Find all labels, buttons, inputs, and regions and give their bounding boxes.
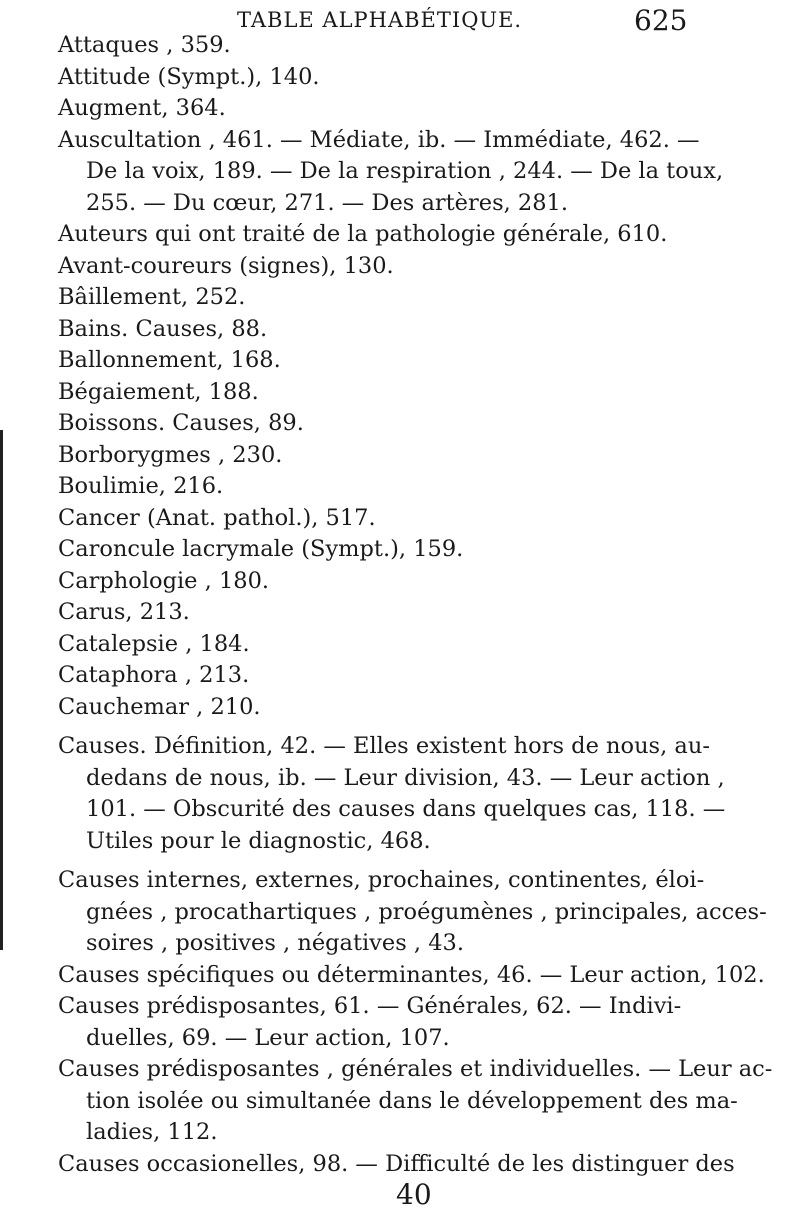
index-entry: Carus, 213. bbox=[58, 599, 190, 625]
index-entry: Avant-coureurs (signes), 130. bbox=[58, 252, 394, 279]
index-entry: Causes internes, externes, prochaines, continentes, éloi- bbox=[58, 867, 705, 893]
index-entry: Cancer (Anat. pathol.), 517. bbox=[58, 504, 376, 531]
page-number: 625 bbox=[634, 4, 688, 37]
index-entry-continuation: dedans de nous, ib. — Leur division, 43. — Leur action , bbox=[86, 764, 725, 791]
index-entry-continuation: 101. — Obscurité des causes dans quelques cas, 118. — bbox=[86, 796, 726, 822]
index-entry: Causes spécifiques ou déterminantes, 46. — Leur action, 102. bbox=[58, 961, 765, 988]
index-entry: Auscultation , 461. — Médiate, ib. — Immédiate, 462. — bbox=[58, 126, 700, 153]
index-entry: Caroncule lacrymale (Sympt.), 159. bbox=[58, 536, 464, 562]
index-entry: Carphologie , 180. bbox=[58, 567, 270, 594]
running-title: TABLE ALPHABÉTIQUE. bbox=[237, 8, 523, 32]
index-entry: Cauchemar , 210. bbox=[58, 693, 261, 720]
index-entry-continuation: De la voix, 189. — De la respiration , 244. — De la toux, bbox=[86, 158, 724, 184]
index-entry-continuation: tion isolée ou simultanée dans le développement des ma- bbox=[86, 1087, 738, 1114]
index-entry: Bains. Causes, 88. bbox=[58, 315, 268, 342]
index-entry: Causes prédisposantes, 61. — Générales, 62. — Indivi- bbox=[58, 993, 682, 1019]
page-binding-edge bbox=[0, 430, 3, 950]
index-entry: Bégaiement, 188. bbox=[58, 378, 259, 405]
index-entry: Causes occasionelles, 98. — Difficulté de les distinguer des bbox=[58, 1150, 735, 1177]
index-entry: Catalepsie , 184. bbox=[58, 630, 250, 657]
index-entry: Boissons. Causes, 89. bbox=[58, 410, 304, 436]
index-entry: Auteurs qui ont traité de la pathologie générale, 610. bbox=[58, 221, 668, 247]
index-entry-continuation: duelles, 69. — Leur action, 107. bbox=[86, 1024, 450, 1051]
index-entry: Attaques , 359. bbox=[58, 32, 231, 58]
index-entry: Attitude (Sympt.), 140. bbox=[58, 63, 320, 90]
index-entry-continuation: gnées , procathartiques , proégumènes , principales, acces- bbox=[86, 898, 767, 925]
index-entry-continuation: 255. — Du cœur, 271. — Des artères, 281. bbox=[86, 189, 569, 216]
index-entry-continuation: ladies, 112. bbox=[86, 1119, 218, 1145]
index-entry: Cataphora , 213. bbox=[58, 662, 250, 688]
index-entry: Ballonnement, 168. bbox=[58, 347, 281, 373]
index-entry-continuation: Utiles pour le diagnostic, 468. bbox=[86, 827, 431, 854]
index-entry: Boulimie, 216. bbox=[58, 473, 224, 499]
index-entry: Borborygmes , 230. bbox=[58, 441, 283, 468]
index-entry: Causes prédisposantes , générales et individuelles. — Leur ac- bbox=[58, 1056, 773, 1082]
signature-mark: 40 bbox=[396, 1178, 432, 1211]
index-entry: Bâillement, 252. bbox=[58, 284, 246, 310]
index-entry-continuation: soires , positives , négatives , 43. bbox=[86, 930, 464, 956]
index-entry: Causes. Définition, 42. — Elles existent hors de nous, au- bbox=[58, 733, 710, 759]
index-entry: Augment, 364. bbox=[58, 95, 226, 121]
index-entries bbox=[58, 30, 773, 1180]
